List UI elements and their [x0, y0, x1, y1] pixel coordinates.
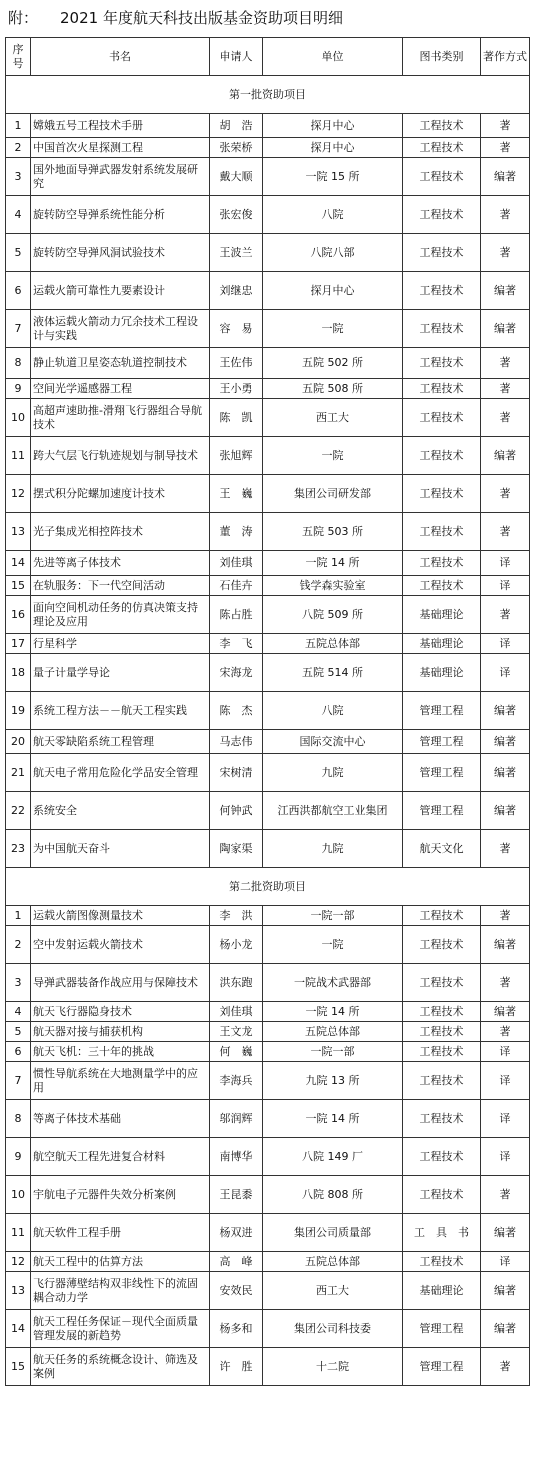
seq-cell: 23 [6, 830, 31, 868]
unit-cell: 一院一部 [263, 906, 403, 926]
book-title-cell: 量子计量学导论 [31, 654, 210, 692]
category-cell: 管理工程 [403, 754, 481, 792]
category-cell: 管理工程 [403, 730, 481, 754]
header-category: 图书类别 [403, 38, 481, 76]
category-cell: 基础理论 [403, 596, 481, 634]
seq-cell: 13 [6, 1272, 31, 1310]
applicant-cell: 刘继忠 [210, 272, 263, 310]
unit-cell: 一院 14 所 [263, 1002, 403, 1022]
category-cell: 工程技术 [403, 310, 481, 348]
applicant-cell: 宋树清 [210, 754, 263, 792]
book-title-cell: 航天工程任务保证－现代全面质量管理发展的新趋势 [31, 1310, 210, 1348]
authorship-cell: 著 [481, 196, 530, 234]
category-cell: 管理工程 [403, 792, 481, 830]
table-row [6, 234, 530, 272]
category-cell: 工程技术 [403, 1062, 481, 1100]
document-title [8, 6, 343, 30]
applicant-cell: 邬润辉 [210, 1100, 263, 1138]
unit-cell: 九院 13 所 [263, 1062, 403, 1100]
book-title-cell: 高超声速助推-滑翔飞行器组合导航技术 [31, 399, 210, 437]
book-title-cell: 航天任务的系统概念设计、筛选及案例 [31, 1348, 210, 1386]
applicant-cell: 陈 凯 [210, 399, 263, 437]
authorship-cell: 著 [481, 475, 530, 513]
seq-cell: 20 [6, 730, 31, 754]
category-cell: 工程技术 [403, 551, 481, 576]
applicant-cell: 刘佳琪 [210, 551, 263, 576]
unit-cell: 集团公司质量部 [263, 1214, 403, 1252]
unit-cell: 五院总体部 [263, 1252, 403, 1272]
table-row [6, 1002, 530, 1022]
category-cell: 工程技术 [403, 272, 481, 310]
table-row [6, 1310, 530, 1348]
seq-cell: 3 [6, 158, 31, 196]
applicant-cell: 陶家渠 [210, 830, 263, 868]
category-cell: 工程技术 [403, 1138, 481, 1176]
table-row [6, 1176, 530, 1214]
seq-cell: 5 [6, 1022, 31, 1042]
unit-cell: 一院 [263, 437, 403, 475]
seq-cell: 17 [6, 634, 31, 654]
category-cell: 工程技术 [403, 1100, 481, 1138]
unit-cell: 一院一部 [263, 1042, 403, 1062]
applicant-cell: 刘佳琪 [210, 1002, 263, 1022]
book-title-cell: 惯性导航系统在大地测量学中的应用 [31, 1062, 210, 1100]
applicant-cell: 容 易 [210, 310, 263, 348]
applicant-cell: 胡 浩 [210, 114, 263, 138]
unit-cell: 五院总体部 [263, 1022, 403, 1042]
unit-cell: 一院 14 所 [263, 1100, 403, 1138]
table-row [6, 1272, 530, 1310]
seq-cell: 2 [6, 138, 31, 158]
category-cell: 工程技术 [403, 576, 481, 596]
unit-cell: 五院 508 所 [263, 379, 403, 399]
authorship-cell: 著 [481, 234, 530, 272]
authorship-cell: 著 [481, 379, 530, 399]
category-cell: 工程技术 [403, 1042, 481, 1062]
book-title-cell: 系统安全 [31, 792, 210, 830]
applicant-cell: 许 胜 [210, 1348, 263, 1386]
authorship-cell: 编著 [481, 1272, 530, 1310]
authorship-cell: 译 [481, 1042, 530, 1062]
seq-cell: 8 [6, 1100, 31, 1138]
category-cell: 工程技术 [403, 196, 481, 234]
book-title-cell: 导弹武器装备作战应用与保障技术 [31, 964, 210, 1002]
seq-cell: 15 [6, 576, 31, 596]
seq-cell: 6 [6, 272, 31, 310]
seq-cell: 6 [6, 1042, 31, 1062]
seq-cell: 16 [6, 596, 31, 634]
applicant-cell: 洪东跑 [210, 964, 263, 1002]
unit-cell: 集团公司研发部 [263, 475, 403, 513]
authorship-cell: 著 [481, 399, 530, 437]
applicant-cell: 董 涛 [210, 513, 263, 551]
authorship-cell: 编著 [481, 754, 530, 792]
category-cell: 工程技术 [403, 1002, 481, 1022]
category-cell: 工程技术 [403, 399, 481, 437]
seq-cell: 14 [6, 551, 31, 576]
header-applicant: 申请人 [210, 38, 263, 76]
applicant-cell: 安效民 [210, 1272, 263, 1310]
book-title-cell: 旋转防空导弹系统性能分析 [31, 196, 210, 234]
book-title-cell: 静止轨道卫星姿态轨道控制技术 [31, 348, 210, 379]
seq-cell: 11 [6, 437, 31, 475]
book-title-cell: 中国首次火星探测工程 [31, 138, 210, 158]
table-row [6, 114, 530, 138]
seq-cell: 13 [6, 513, 31, 551]
book-title-cell: 摆式积分陀螺加速度计技术 [31, 475, 210, 513]
table-row [6, 379, 530, 399]
seq-cell: 9 [6, 1138, 31, 1176]
unit-cell: 西工大 [263, 1272, 403, 1310]
seq-cell: 14 [6, 1310, 31, 1348]
table-row [6, 576, 530, 596]
table-row [6, 830, 530, 868]
authorship-cell: 编著 [481, 310, 530, 348]
book-title-cell: 先进等离子体技术 [31, 551, 210, 576]
applicant-cell: 王文龙 [210, 1022, 263, 1042]
table-row [6, 399, 530, 437]
applicant-cell: 王 巍 [210, 475, 263, 513]
seq-cell: 7 [6, 310, 31, 348]
authorship-cell: 著 [481, 348, 530, 379]
unit-cell: 五院总体部 [263, 634, 403, 654]
authorship-cell: 译 [481, 551, 530, 576]
book-title-cell: 空间光学遥感器工程 [31, 379, 210, 399]
table-row [6, 310, 530, 348]
table-body [6, 76, 530, 1386]
authorship-cell: 著 [481, 906, 530, 926]
unit-cell: 五院 502 所 [263, 348, 403, 379]
book-title-cell: 旋转防空导弹风洞试验技术 [31, 234, 210, 272]
book-title-cell: 宇航电子元器件失效分析案例 [31, 1176, 210, 1214]
book-title-cell: 系统工程方法－－航天工程实践 [31, 692, 210, 730]
header-seq: 序号 [6, 38, 31, 76]
table-row [6, 1062, 530, 1100]
category-cell: 工程技术 [403, 437, 481, 475]
applicant-cell: 何 巍 [210, 1042, 263, 1062]
applicant-cell: 李海兵 [210, 1062, 263, 1100]
table-row [6, 1022, 530, 1042]
table-row [6, 634, 530, 654]
unit-cell: 集团公司科技委 [263, 1310, 403, 1348]
unit-cell: 八院 808 所 [263, 1176, 403, 1214]
unit-cell: 探月中心 [263, 272, 403, 310]
book-title-cell: 航天电子常用危险化学品安全管理 [31, 754, 210, 792]
table-row [6, 1042, 530, 1062]
unit-cell: 五院 514 所 [263, 654, 403, 692]
book-title-cell: 等离子体技术基础 [31, 1100, 210, 1138]
header-authorship: 著作方式 [481, 38, 530, 76]
book-title-cell: 航天软件工程手册 [31, 1214, 210, 1252]
authorship-cell: 编著 [481, 437, 530, 475]
applicant-cell: 张荣桥 [210, 138, 263, 158]
applicant-cell: 石佳卉 [210, 576, 263, 596]
book-title-cell: 液体运载火箭动力冗余技术工程设计与实践 [31, 310, 210, 348]
unit-cell: 十二院 [263, 1348, 403, 1386]
table-row [6, 596, 530, 634]
authorship-cell: 著 [481, 1176, 530, 1214]
category-cell: 航天文化 [403, 830, 481, 868]
applicant-cell: 王昆黍 [210, 1176, 263, 1214]
category-cell: 工程技术 [403, 513, 481, 551]
book-title-cell: 飞行器薄壁结构双非线性下的流固耦合动力学 [31, 1272, 210, 1310]
unit-cell: 八院八部 [263, 234, 403, 272]
authorship-cell: 著 [481, 114, 530, 138]
category-cell: 工程技术 [403, 1252, 481, 1272]
book-title-cell: 航天飞行器隐身技术 [31, 1002, 210, 1022]
table-row [6, 730, 530, 754]
unit-cell: 江西洪都航空工业集团 [263, 792, 403, 830]
authorship-cell: 著 [481, 830, 530, 868]
unit-cell: 一院 [263, 926, 403, 964]
applicant-cell: 杨小龙 [210, 926, 263, 964]
authorship-cell: 编著 [481, 1002, 530, 1022]
book-title-cell: 面向空间机动任务的仿真决策支持理论及应用 [31, 596, 210, 634]
applicant-cell: 宋海龙 [210, 654, 263, 692]
table-row [6, 1214, 530, 1252]
category-cell: 工程技术 [403, 114, 481, 138]
seq-cell: 10 [6, 399, 31, 437]
applicant-cell: 陈 杰 [210, 692, 263, 730]
authorship-cell: 著 [481, 513, 530, 551]
unit-cell: 九院 [263, 754, 403, 792]
category-cell: 工程技术 [403, 138, 481, 158]
table-row [6, 437, 530, 475]
book-title-cell: 在轨服务：下一代空间活动 [31, 576, 210, 596]
applicant-cell: 戴大顺 [210, 158, 263, 196]
table-row [6, 272, 530, 310]
table-row [6, 158, 530, 196]
applicant-cell: 李 洪 [210, 906, 263, 926]
table-row [6, 196, 530, 234]
header-unit: 单位 [263, 38, 403, 76]
applicant-cell: 张宏俊 [210, 196, 263, 234]
authorship-cell: 编著 [481, 1214, 530, 1252]
section-row [6, 868, 530, 906]
seq-cell: 8 [6, 348, 31, 379]
applicant-cell: 王佐伟 [210, 348, 263, 379]
seq-cell: 4 [6, 1002, 31, 1022]
unit-cell: 探月中心 [263, 114, 403, 138]
authorship-cell: 编著 [481, 730, 530, 754]
table-row [6, 1252, 530, 1272]
authorship-cell: 译 [481, 1100, 530, 1138]
category-cell: 基础理论 [403, 654, 481, 692]
table-row [6, 1348, 530, 1386]
seq-cell: 19 [6, 692, 31, 730]
seq-cell: 9 [6, 379, 31, 399]
table-row [6, 754, 530, 792]
category-cell: 工 具 书 [403, 1214, 481, 1252]
unit-cell: 钱学森实验室 [263, 576, 403, 596]
applicant-cell: 何钟武 [210, 792, 263, 830]
authorship-cell: 译 [481, 1062, 530, 1100]
category-cell: 工程技术 [403, 964, 481, 1002]
unit-cell: 西工大 [263, 399, 403, 437]
book-title-cell: 行星科学 [31, 634, 210, 654]
book-title-cell: 国外地面导弹武器发射系统发展研究 [31, 158, 210, 196]
table-row [6, 792, 530, 830]
table-row [6, 964, 530, 1002]
header-row [6, 38, 530, 76]
authorship-cell: 著 [481, 138, 530, 158]
applicant-cell: 陈占胜 [210, 596, 263, 634]
table-row [6, 654, 530, 692]
applicant-cell: 杨双进 [210, 1214, 263, 1252]
unit-cell: 八院 509 所 [263, 596, 403, 634]
applicant-cell: 张旭辉 [210, 437, 263, 475]
unit-cell: 九院 [263, 830, 403, 868]
seq-cell: 15 [6, 1348, 31, 1386]
authorship-cell: 著 [481, 964, 530, 1002]
table-row [6, 513, 530, 551]
book-title-cell: 航天工程中的估算方法 [31, 1252, 210, 1272]
authorship-cell: 译 [481, 1252, 530, 1272]
category-cell: 基础理论 [403, 1272, 481, 1310]
category-cell: 工程技术 [403, 234, 481, 272]
title-prefix: 附： [8, 9, 39, 27]
category-cell: 工程技术 [403, 348, 481, 379]
authorship-cell: 编著 [481, 792, 530, 830]
category-cell: 工程技术 [403, 475, 481, 513]
table-row [6, 138, 530, 158]
category-cell: 管理工程 [403, 1310, 481, 1348]
book-title-cell: 航天器对接与捕获机构 [31, 1022, 210, 1042]
book-title-cell: 嫦娥五号工程技术手册 [31, 114, 210, 138]
authorship-cell: 编著 [481, 926, 530, 964]
seq-cell: 12 [6, 1252, 31, 1272]
unit-cell: 八院 149 厂 [263, 1138, 403, 1176]
title-text: 2021 年度航天科技出版基金资助项目明细 [60, 9, 343, 27]
seq-cell: 18 [6, 654, 31, 692]
unit-cell: 八院 [263, 692, 403, 730]
seq-cell: 21 [6, 754, 31, 792]
seq-cell: 3 [6, 964, 31, 1002]
book-title-cell: 航天飞机：三十年的挑战 [31, 1042, 210, 1062]
unit-cell: 八院 [263, 196, 403, 234]
category-cell: 工程技术 [403, 379, 481, 399]
book-title-cell: 航天零缺陷系统工程管理 [31, 730, 210, 754]
applicant-cell: 高 峰 [210, 1252, 263, 1272]
authorship-cell: 译 [481, 634, 530, 654]
seq-cell: 1 [6, 114, 31, 138]
unit-cell: 国际交流中心 [263, 730, 403, 754]
category-cell: 工程技术 [403, 906, 481, 926]
book-title-cell: 运载火箭图像测量技术 [31, 906, 210, 926]
authorship-cell: 译 [481, 654, 530, 692]
authorship-cell: 编著 [481, 158, 530, 196]
category-cell: 工程技术 [403, 1022, 481, 1042]
applicant-cell: 王波兰 [210, 234, 263, 272]
book-title-cell: 空中发射运载火箭技术 [31, 926, 210, 964]
table-row [6, 1100, 530, 1138]
category-cell: 工程技术 [403, 926, 481, 964]
table-row [6, 926, 530, 964]
unit-cell: 一院 [263, 310, 403, 348]
seq-cell: 2 [6, 926, 31, 964]
table-row [6, 906, 530, 926]
category-cell: 工程技术 [403, 158, 481, 196]
authorship-cell: 著 [481, 1022, 530, 1042]
authorship-cell: 著 [481, 596, 530, 634]
unit-cell: 探月中心 [263, 138, 403, 158]
authorship-cell: 编著 [481, 692, 530, 730]
seq-cell: 4 [6, 196, 31, 234]
applicant-cell: 李 飞 [210, 634, 263, 654]
seq-cell: 22 [6, 792, 31, 830]
authorship-cell: 编著 [481, 1310, 530, 1348]
authorship-cell: 译 [481, 1138, 530, 1176]
category-cell: 工程技术 [403, 1176, 481, 1214]
book-title-cell: 光子集成光相控阵技术 [31, 513, 210, 551]
authorship-cell: 编著 [481, 272, 530, 310]
unit-cell: 一院 14 所 [263, 551, 403, 576]
table-row [6, 348, 530, 379]
seq-cell: 10 [6, 1176, 31, 1214]
category-cell: 管理工程 [403, 1348, 481, 1386]
section-title: 第一批资助项目 [6, 76, 530, 114]
seq-cell: 1 [6, 906, 31, 926]
section-title: 第二批资助项目 [6, 868, 530, 906]
applicant-cell: 杨多和 [210, 1310, 263, 1348]
authorship-cell: 著 [481, 1348, 530, 1386]
book-title-cell: 跨大气层飞行轨迹规划与制导技术 [31, 437, 210, 475]
table-row [6, 551, 530, 576]
applicant-cell: 南博华 [210, 1138, 263, 1176]
seq-cell: 11 [6, 1214, 31, 1252]
unit-cell: 一院 15 所 [263, 158, 403, 196]
book-title-cell: 航空航天工程先进复合材料 [31, 1138, 210, 1176]
table-row [6, 692, 530, 730]
category-cell: 管理工程 [403, 692, 481, 730]
section-row [6, 76, 530, 114]
authorship-cell: 译 [481, 576, 530, 596]
table-row [6, 475, 530, 513]
book-title-cell: 运载火箭可靠性九要素设计 [31, 272, 210, 310]
seq-cell: 5 [6, 234, 31, 272]
applicant-cell: 王小勇 [210, 379, 263, 399]
seq-cell: 7 [6, 1062, 31, 1100]
book-title-cell: 为中国航天奋斗 [31, 830, 210, 868]
unit-cell: 一院战术武器部 [263, 964, 403, 1002]
applicant-cell: 马志伟 [210, 730, 263, 754]
unit-cell: 五院 503 所 [263, 513, 403, 551]
category-cell: 基础理论 [403, 634, 481, 654]
seq-cell: 12 [6, 475, 31, 513]
funding-table [5, 37, 530, 1386]
table-row [6, 1138, 530, 1176]
header-book-title: 书名 [31, 38, 210, 76]
